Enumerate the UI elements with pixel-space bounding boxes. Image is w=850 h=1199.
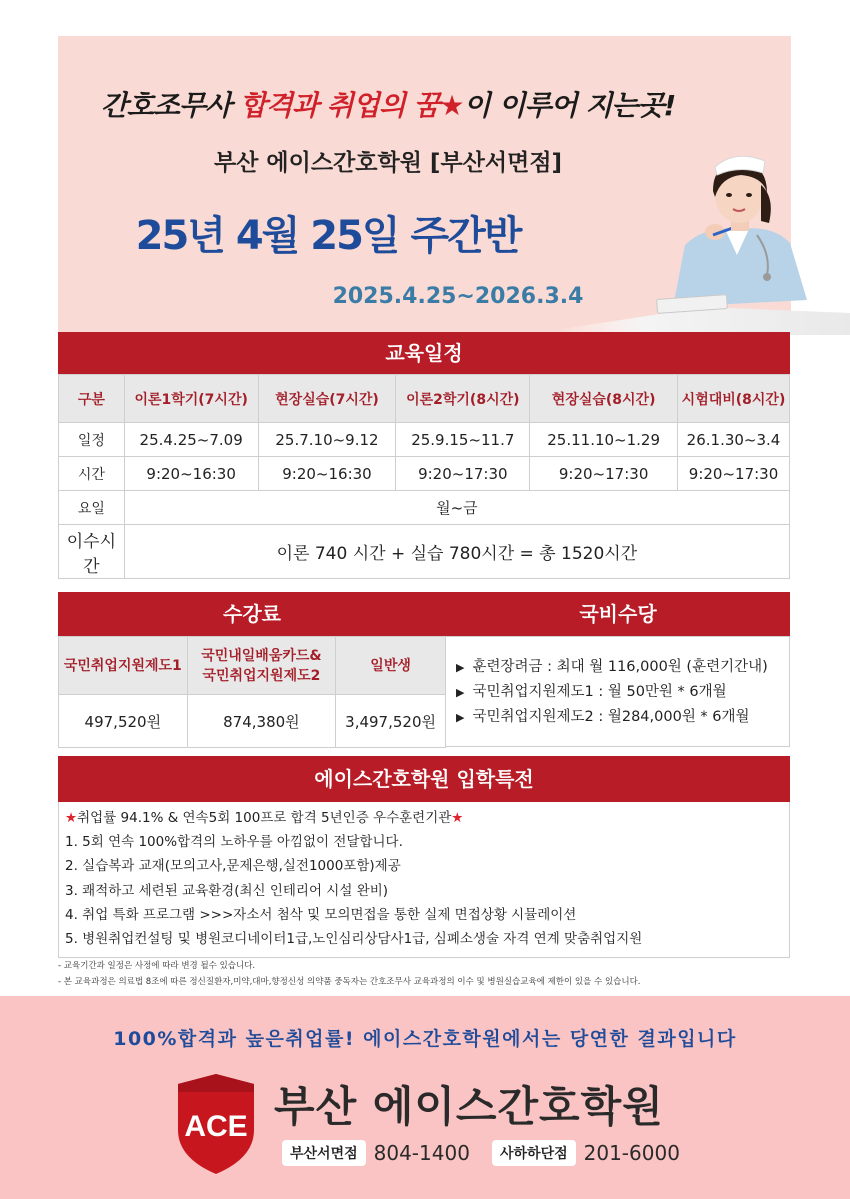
- header-cell: 구분: [59, 375, 125, 423]
- header-cell: 이론1학기(7시간): [124, 375, 258, 423]
- nurse-illustration: [545, 125, 850, 335]
- list-item: 2. 실습복과 교재(모의고사,문제은행,실전1000포함)제공: [65, 858, 401, 875]
- tagline-part: 이 이루어 지는곳!: [463, 89, 676, 122]
- course-title: 25년 4월 25일 주간반: [135, 213, 521, 259]
- brand-name: 부산 에이스간호학원: [274, 1082, 664, 1131]
- fees-table: [58, 636, 446, 748]
- footnote: - 교육기간과 일정은 사정에 따라 변경 될수 있습니다.: [58, 961, 256, 971]
- row-label: 시간: [59, 457, 125, 491]
- row-label: 이수시간: [59, 525, 125, 579]
- table-row: [59, 695, 446, 748]
- footnotes: [58, 958, 818, 990]
- logo-text: ACE: [184, 1110, 248, 1143]
- list-item: 3. 쾌적하고 세련된 교육환경(최신 인테리어 시설 완비): [65, 882, 389, 899]
- table-cell: 9:20~17:30: [678, 457, 790, 491]
- branch-name: 부산서면점: [282, 1140, 366, 1166]
- header-line: 국민내일배움카드&: [201, 647, 322, 664]
- fees-title: 수강료: [58, 592, 446, 636]
- slogan: 100%합격과 높은취업률! 에이스간호학원에서는 당연한 결과입니다: [113, 1028, 737, 1050]
- header-cell: 현장실습(7시간): [258, 375, 396, 423]
- branch-saha: [492, 1138, 680, 1168]
- course-period: 2025.4.25~2026.3.4: [332, 284, 584, 309]
- table-row: [59, 457, 790, 491]
- header-cell: [187, 637, 336, 695]
- star-icon: ★: [65, 810, 78, 826]
- tagline-highlight: 합격과 취업의 꿈★: [239, 89, 464, 122]
- list-item-text: 훈련장려금 : 최대 월 116,000원 (훈련기간내): [472, 659, 768, 675]
- list-item: [456, 680, 789, 705]
- table-cell: 월~금: [124, 491, 789, 525]
- table-cell: 9:20~17:30: [530, 457, 678, 491]
- allowance-title: 국비수당: [446, 592, 790, 636]
- schedule-title: 교육일정: [58, 332, 790, 374]
- headline-text: 취업률 94.1% & 연속5회 100프로 합격 5년인증 우수훈련기관: [77, 810, 452, 826]
- table-row: [59, 423, 790, 457]
- ace-shield-logo: [174, 1074, 258, 1174]
- triangle-bullet-icon: ▶: [456, 686, 465, 699]
- fee-value: 874,380원: [187, 695, 336, 748]
- schedule-header-row: [59, 375, 790, 423]
- header-cell: 시험대비(8시간): [678, 375, 790, 423]
- fees-section: [58, 592, 790, 747]
- table-cell: 25.7.10~9.12: [258, 423, 396, 457]
- star-icon: ★: [451, 810, 464, 826]
- list-item: 1. 5회 연속 100%합격의 노하우를 아낌없이 전달합니다.: [65, 834, 403, 851]
- row-label: 요일: [59, 491, 125, 525]
- list-item: [456, 655, 789, 680]
- table-cell: 25.9.15~11.7: [396, 423, 530, 457]
- list-item: [456, 705, 789, 730]
- table-cell: 9:20~17:30: [396, 457, 530, 491]
- tagline-part: 간호조무사: [100, 89, 240, 122]
- table-row: [59, 525, 790, 579]
- table-cell: 9:20~16:30: [124, 457, 258, 491]
- schedule-section: [58, 332, 790, 579]
- list-item-text: 국민취업지원제도1 : 월 50만원 * 6개월: [472, 684, 727, 700]
- benefits-list: [58, 802, 790, 958]
- benefits-headline: [65, 806, 789, 830]
- footnote: - 본 교육과정은 의료법 8조에 따른 정신질환자,미약,대마,향정신성 의약품 중독자는 간호조무사 교육과정의 이수 및 병원실습교육에 제한이 있을 수 있습니다.: [58, 977, 641, 987]
- table-cell: 26.1.30~3.4: [678, 423, 790, 457]
- triangle-bullet-icon: ▶: [456, 661, 465, 674]
- allowance-list: [446, 636, 790, 747]
- table-cell: 9:20~16:30: [258, 457, 396, 491]
- list-item: 5. 병원취업컨설팅 및 병원코디네이터1급,노인심리상담사1급, 심폐소생술 자격 연계 맞춤취업지원: [65, 931, 643, 948]
- fees-header-row: [59, 637, 446, 695]
- header-cell: 일반생: [336, 637, 446, 695]
- fee-value: 497,520원: [59, 695, 188, 748]
- triangle-bullet-icon: ▶: [456, 711, 465, 724]
- header-cell: 이론2학기(8시간): [396, 375, 530, 423]
- branch-phone[interactable]: 201-6000: [583, 1141, 680, 1165]
- benefits-title: 에이스간호학원 입학특전: [58, 756, 790, 802]
- row-label: 일정: [59, 423, 125, 457]
- branch-name: 사하하단점: [492, 1140, 576, 1166]
- academy-name: 부산 에이스간호학원 [부산서면점]: [213, 150, 563, 176]
- fee-value: 3,497,520원: [336, 695, 446, 748]
- table-cell: 25.11.10~1.29: [530, 423, 678, 457]
- header-cell: 국민취업지원제도1: [59, 637, 188, 695]
- tagline: [58, 84, 718, 124]
- table-row: [59, 491, 790, 525]
- branch-phone[interactable]: 804-1400: [373, 1141, 470, 1165]
- list-item: 4. 취업 특화 프로그램 >>>자소서 첨삭 및 모의면접을 통한 실제 면접상황 시뮬레이션: [65, 906, 577, 923]
- branch-seomyeon: [282, 1138, 470, 1168]
- schedule-table: [58, 374, 790, 579]
- table-cell: 25.4.25~7.09: [124, 423, 258, 457]
- footer: [0, 996, 850, 1199]
- total-hours: 이론 740 시간 + 실습 780시간 = 총 1520시간: [124, 525, 789, 579]
- benefits-section: [58, 756, 790, 958]
- header-line: 국민취업지원제도2: [202, 667, 321, 684]
- header-cell: 현장실습(8시간): [530, 375, 678, 423]
- list-item-text: 국민취업지원제도2 : 월284,000원 * 6개월: [472, 709, 750, 725]
